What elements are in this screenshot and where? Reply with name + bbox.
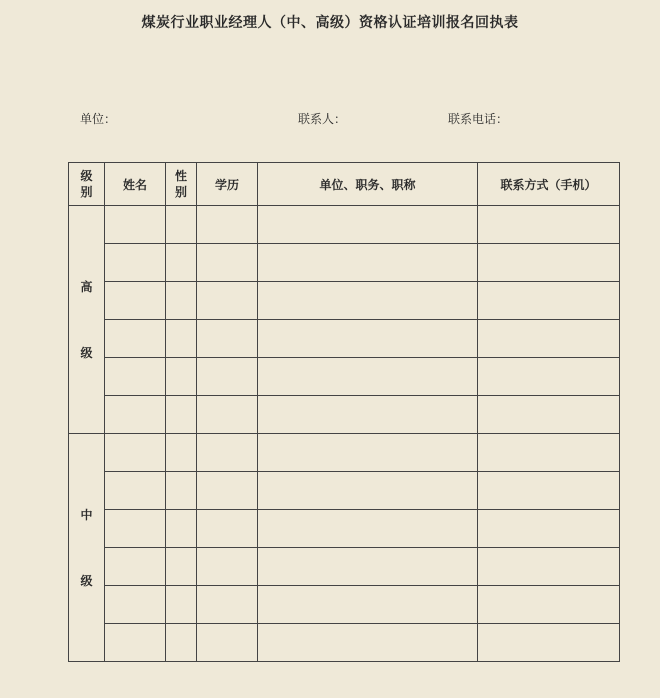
cell-position[interactable]: [258, 434, 478, 472]
cell-education[interactable]: [197, 396, 258, 434]
cell-education[interactable]: [197, 434, 258, 472]
cell-name[interactable]: [105, 624, 166, 662]
table-row: [69, 510, 620, 548]
cell-education[interactable]: [197, 282, 258, 320]
table-row: [69, 548, 620, 586]
cell-contact[interactable]: [478, 244, 620, 282]
cell-position[interactable]: [258, 548, 478, 586]
form-title: 煤炭行业职业经理人（中、高级）资格认证培训报名回执表: [141, 15, 519, 31]
cell-position[interactable]: [258, 320, 478, 358]
header-education: 学历: [197, 163, 258, 206]
cell-education[interactable]: [197, 206, 258, 244]
cell-name[interactable]: [105, 510, 166, 548]
cell-gender[interactable]: [166, 282, 197, 320]
unit-label: 单位：: [80, 112, 117, 126]
cell-gender[interactable]: [166, 548, 197, 586]
header-contact: 联系方式（手机）: [478, 163, 620, 206]
header-gender: 性 别: [166, 163, 197, 206]
table-row: [69, 586, 620, 624]
cell-education[interactable]: [197, 624, 258, 662]
cell-contact[interactable]: [478, 396, 620, 434]
cell-gender[interactable]: [166, 244, 197, 282]
table-row: [69, 320, 620, 358]
cell-contact[interactable]: [478, 548, 620, 586]
cell-gender[interactable]: [166, 434, 197, 472]
cell-position[interactable]: [258, 624, 478, 662]
cell-gender[interactable]: [166, 358, 197, 396]
table-row: [69, 624, 620, 662]
cell-name[interactable]: [105, 206, 166, 244]
cell-education[interactable]: [197, 586, 258, 624]
group-senior: 高 级: [69, 206, 105, 434]
cell-position[interactable]: [258, 206, 478, 244]
cell-contact[interactable]: [478, 510, 620, 548]
table-row: [69, 358, 620, 396]
cell-position[interactable]: [258, 282, 478, 320]
cell-education[interactable]: [197, 472, 258, 510]
table-row: [69, 282, 620, 320]
cell-contact[interactable]: [478, 358, 620, 396]
cell-name[interactable]: [105, 396, 166, 434]
cell-education[interactable]: [197, 320, 258, 358]
cell-education[interactable]: [197, 510, 258, 548]
cell-gender[interactable]: [166, 586, 197, 624]
cell-name[interactable]: [105, 244, 166, 282]
cell-education[interactable]: [197, 548, 258, 586]
cell-name[interactable]: [105, 586, 166, 624]
cell-contact[interactable]: [478, 586, 620, 624]
cell-position[interactable]: [258, 586, 478, 624]
cell-gender[interactable]: [166, 624, 197, 662]
cell-position[interactable]: [258, 396, 478, 434]
cell-name[interactable]: [105, 282, 166, 320]
registration-table: [68, 162, 620, 662]
table-row: [69, 244, 620, 282]
header-level: 级 别: [69, 163, 105, 206]
cell-education[interactable]: [197, 358, 258, 396]
table-row: [69, 206, 620, 244]
cell-contact[interactable]: [478, 320, 620, 358]
cell-contact[interactable]: [478, 472, 620, 510]
cell-name[interactable]: [105, 434, 166, 472]
table-row: [69, 396, 620, 434]
cell-position[interactable]: [258, 244, 478, 282]
cell-name[interactable]: [105, 548, 166, 586]
cell-contact[interactable]: [478, 434, 620, 472]
cell-contact[interactable]: [478, 206, 620, 244]
cell-gender[interactable]: [166, 206, 197, 244]
cell-gender[interactable]: [166, 396, 197, 434]
cell-position[interactable]: [258, 358, 478, 396]
contact-person-label: 联系人：: [298, 112, 347, 126]
table-header-row: [69, 163, 620, 206]
cell-education[interactable]: [197, 244, 258, 282]
table-row: [69, 472, 620, 510]
cell-name[interactable]: [105, 472, 166, 510]
cell-contact[interactable]: [478, 624, 620, 662]
cell-gender[interactable]: [166, 510, 197, 548]
table-row: [69, 434, 620, 472]
header-name: 姓名: [105, 163, 166, 206]
header-position: 单位、职务、职称: [258, 163, 478, 206]
cell-contact[interactable]: [478, 282, 620, 320]
group-middle: 中 级: [69, 434, 105, 662]
cell-name[interactable]: [105, 320, 166, 358]
cell-name[interactable]: [105, 358, 166, 396]
cell-gender[interactable]: [166, 320, 197, 358]
cell-position[interactable]: [258, 472, 478, 510]
cell-position[interactable]: [258, 510, 478, 548]
cell-gender[interactable]: [166, 472, 197, 510]
contact-phone-label: 联系电话：: [448, 112, 509, 126]
